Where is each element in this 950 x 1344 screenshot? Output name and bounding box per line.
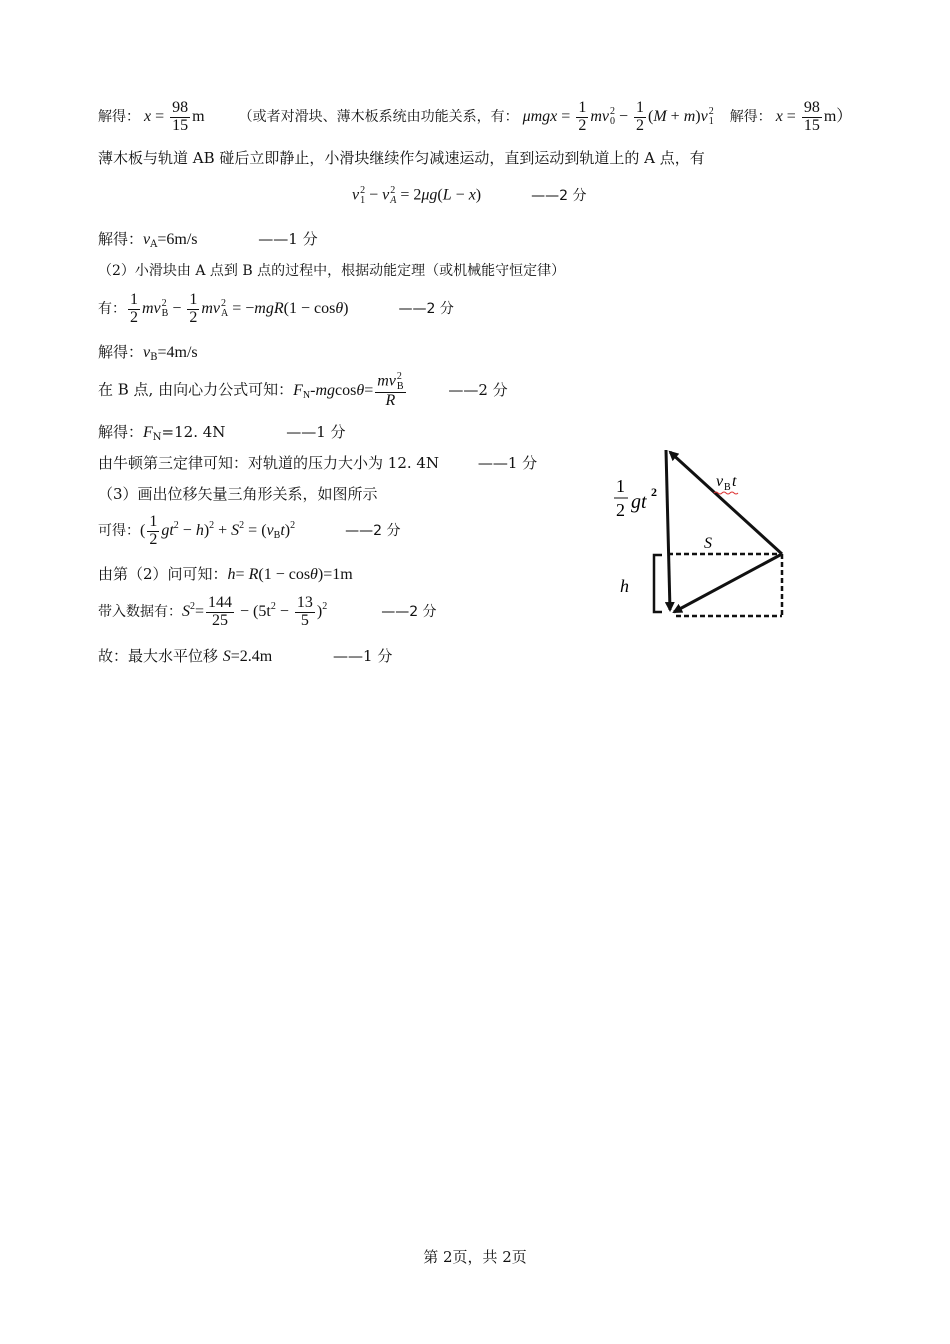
vertical-vector — [666, 450, 670, 610]
line-centripetal: 在 B 点, 由向心力公式可知：$F_N-mgcos\theta=$ mv 2 B R ——2 分 — [98, 371, 508, 409]
svg-text:2: 2 — [616, 500, 625, 520]
line-part3: （3）画出位移矢量三角形关系，如图所示 — [98, 485, 378, 503]
line-vA: 解得：$v_A=6m/s$ ——1 分 — [98, 230, 318, 250]
alt-solve-label: 解得： — [729, 108, 772, 125]
equation-energy: 有： $\frac{1}{2}$ mv 2 B − $\frac{1}{2}$ mv 2 A = −mgR(1 − cosθ) ——2 分 — [98, 291, 454, 326]
svg-text:1: 1 — [616, 476, 625, 496]
fraction-98-15: $\frac{98}{15}$ — [172, 99, 189, 134]
equation-triangle: 可得：( $\frac{1}{2}$ $gt^2 - h)^2 + S^2 = (v_Bt)^2$ ——2 分 — [98, 513, 401, 548]
line-board-stops: 薄木板与轨道 AB 碰后立即静止，小滑块继续作匀减速运动，直到运动到轨道上的 A 点，有 — [98, 149, 705, 167]
page-footer: 第 2页，共 2页 — [423, 1248, 527, 1266]
svg-text:2: 2 — [651, 485, 657, 499]
line-h: 由第（2）问可知：h= R(1 − cosθ)=1m — [98, 565, 353, 583]
equation-deceleration: v 2 1 − v 2 A = 2μg(L − x) ——2 分 — [352, 185, 587, 206]
displacement-triangle-figure — [600, 440, 820, 630]
line-vB: 解得：$v_B=4m/s$ — [98, 343, 198, 363]
svg-text:B: B — [724, 482, 731, 493]
h-bracket — [654, 555, 662, 612]
svg-text:t: t — [732, 473, 737, 490]
line-newton3: 由牛顿第三定律可知：对轨道的压力大小为 12. 4N ——1 分 — [98, 454, 538, 472]
alt-method-note: （或者对滑块、薄木板系统由功能关系，有： — [238, 108, 519, 125]
vbt-vector — [670, 452, 782, 554]
line-solve-x: 解得： x = $\frac{98}{15}$ m （或者对滑块、薄木板系统由功能关系，有： μmgx = $\frac{1}{2}$ mv 2 0 − $\frac{1}{2}$ (M + m)v 2 1 解得： x = $\frac{98}{15}$ m） — [98, 99, 853, 134]
line-FN: 解得：$F_N=12$. 4N ——1 分 — [98, 423, 346, 443]
svg-text:v: v — [716, 473, 724, 490]
score-2: ——2 分 — [531, 187, 587, 204]
solve-label: 解得： — [98, 108, 140, 125]
svg-text:S: S — [704, 535, 712, 552]
equation-substitute: 带入数据有：$S^2=$ $\frac{144}{25}$ − ($5t^2$ − $\frac{13}{5}$ )$^2$ ——2 分 — [98, 594, 437, 629]
svg-text:gt: gt — [631, 491, 647, 513]
displacement-vector — [674, 554, 782, 612]
line-max-displacement: 故：最大水平位移 S=2.4m ——1 分 — [98, 647, 393, 665]
line-part2: （2）小滑块由 A 点到 B 点的过程中，根据动能定理（或机械能守恒定律） — [98, 263, 566, 279]
svg-text:h: h — [620, 576, 629, 596]
